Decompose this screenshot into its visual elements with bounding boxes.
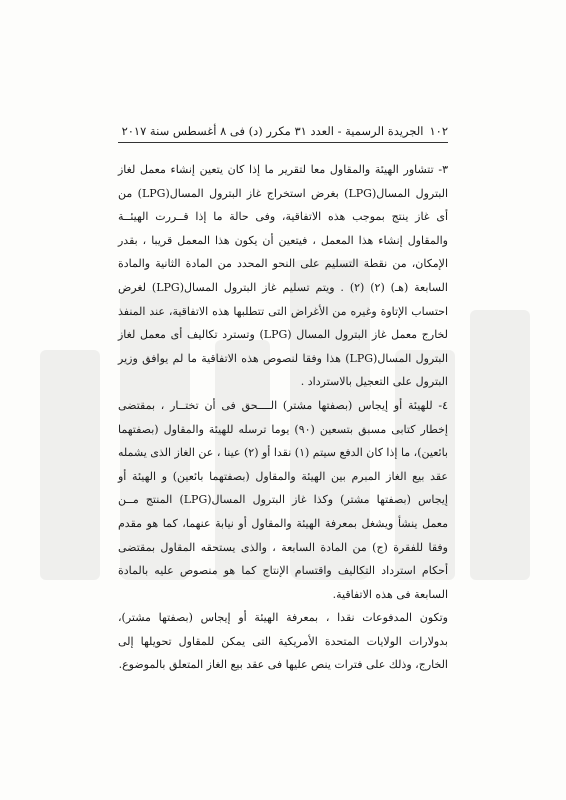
- header-divider: [118, 142, 448, 143]
- document-body: [118, 158, 448, 677]
- page-header: [118, 122, 448, 140]
- page-number: ١٠٢: [429, 124, 448, 138]
- clause-3: ٣- تتشاور الهيئة والمقاول معا لتقرير ما إذا كان يتعين إنشاء معمل لغاز البترول المسال(LPG) بغرض استخراج غاز البترول المسال(LPG) من أى غاز ينتج بموجب هذه الاتفاقية، وفى حالة ما إذا قــررت الهيئــة والمقاول إنشاء هذا المعمل ، فيتعين أن يكون هذا المعمل قريبا ، بقدر الإمكان، من نقطة التسليم على النحو المحدد من المادة الثانية والمادة السابعة (هـ) (٢) (٢) . ويتم تسليم غاز البترول المسال(LPG) لغرض احتساب الإتاوة وغيره من الأغراض التى تتطلبها هذه الاتفاقية، عند المنفذ لخارج معمل غاز البترول المسال (LPG) وتسترد تكاليف أى معمل لغاز البترول المسال(LPG) هذا وفقا لنصوص هذه الاتفاقية ما لم يوافق وزير البترول على التعجيل بالاسترداد .: [118, 163, 449, 389]
- closing-paragraph: وتكون المدفوعات نقدا ، بمعرفة الهيئة أو إيجاس (بصفتها مشتر)، بدولارات الولايات المتحدة الأمريكية التى يمكن للمقاول تحويلها إلى الخارج، وذلك على فترات ينص عليها فى عقد بيع الغاز المتعلق بالموضوع.: [118, 611, 448, 672]
- clause-4: ٤- للهيئة أو إيجاس (بصفتها مشتر) الــــحق فى أن تختــار ، بمقتضى إخطار كتابى مسبق بتسعين (٩٠) يوما ترسله للهيئة والمقاول (بصفتهما بائعين)، ما إذا كان الدفع سيتم (١) نقدا أو (٢) عينا ، عن الغاز الذى يشمله عقد بيع الغاز المبرم بين الهيئة والمقاول (بصفتهما بائعين) و الهيئة أو إيجاس (بصفتها مشتر) وكذا غاز البترول المسال(LPG) المنتج مــن معمل ينشأ ويشغل بمعرفة الهيئة والمقاول أو نيابة عنهما، كما هو مقدم وفقا للفقرة (ج) من المادة السابعة ، والذى يستحقه المقاول بمقتضى أحكام استرداد التكاليف واقتسام الإنتاج كما هو منصوص عليه بالمادة السابعة فى هذه الاتفاقية.: [118, 398, 448, 601]
- gazette-title: الجريدة الرسمية - العدد ٣١ مكرر (د) فى ٨ أغسطس سنة ٢٠١٧: [121, 124, 424, 138]
